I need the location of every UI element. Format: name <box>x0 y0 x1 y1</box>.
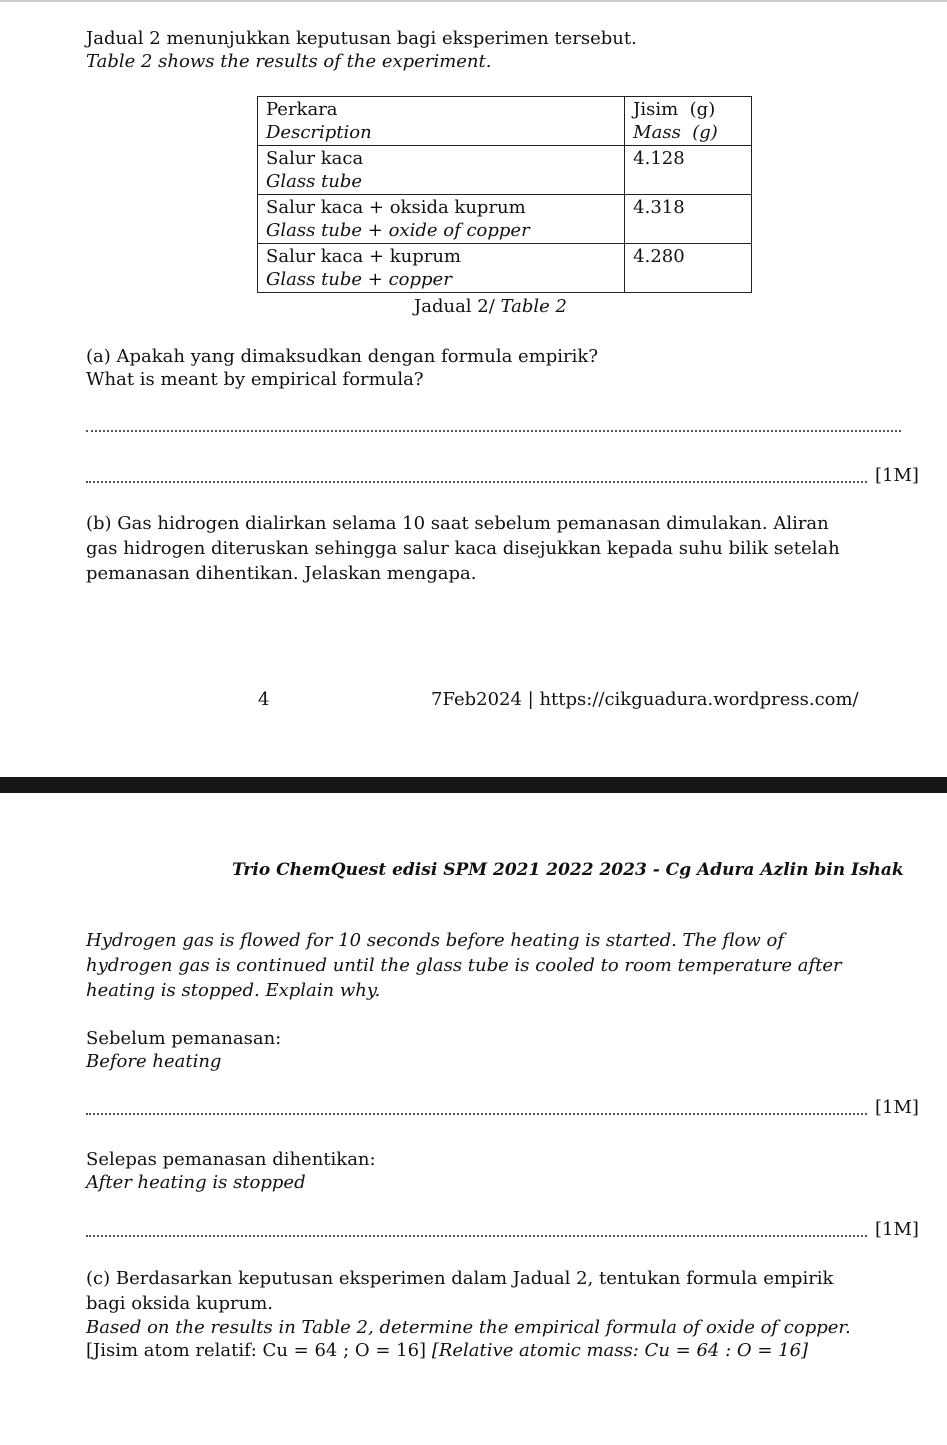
intro-text-ms: Jadual 2 menunjukkan keputusan bagi eksperimen tersebut. <box>86 28 637 49</box>
row-description <box>258 195 625 244</box>
page-divider <box>0 777 947 793</box>
question-c-line: (c) Berdasarkan keputusan eksperimen dalam Jadual 2, tentukan formula empirik <box>86 1268 834 1289</box>
question-a-en: What is meant by empirical formula? <box>86 369 424 390</box>
footer-source: 7Feb2024 | https://cikguadura.wordpress.com/ <box>431 689 859 710</box>
table-row <box>258 195 752 244</box>
question-b-line: pemanasan dihentikan. Jelaskan mengapa. <box>86 563 477 584</box>
table-caption-en: Table 2 <box>500 296 567 317</box>
table-header-row <box>258 97 752 146</box>
answer-line <box>86 481 867 483</box>
question-b-en-line: hydrogen gas is continued until the glass tube is cooled to room temperature after <box>86 955 842 976</box>
header-mass <box>625 97 752 146</box>
page-header-title: Trio ChemQuest edisi SPM 2021 2022 2023 - Cg Adura Azlin bin Ishak <box>232 860 904 880</box>
mark-label: [1M] <box>875 1219 919 1240</box>
question-b-en-line: Hydrogen gas is flowed for 10 seconds before heating is started. The flow of <box>86 930 785 951</box>
after-heating-ms: Selepas pemanasan dihentikan: <box>86 1149 376 1170</box>
question-b-line: (b) Gas hidrogen dialirkan selama 10 saat sebelum pemanasan dimulakan. Aliran <box>86 513 829 534</box>
header-description <box>258 97 625 146</box>
header-desc-ms: Perkara <box>266 99 338 120</box>
top-rule <box>0 0 947 2</box>
before-heating-ms: Sebelum pemanasan: <box>86 1028 282 1049</box>
header-mass-en: Mass (g) <box>633 122 718 143</box>
ram-en: [Relative atomic mass: Cu = 64 : O = 16] <box>431 1340 809 1361</box>
row-desc-ms: Salur kaca + kuprum <box>266 246 462 267</box>
row-desc-ms: Salur kaca + oksida kuprum <box>266 197 526 218</box>
table-row <box>258 146 752 195</box>
ram-ms: [Jisim atom relatif: Cu = 64 ; O = 16] <box>86 1340 427 1361</box>
row-description <box>258 146 625 195</box>
answer-line <box>86 1235 867 1237</box>
row-desc-en: Glass tube + copper <box>266 269 452 290</box>
row-desc-en: Glass tube <box>266 171 363 192</box>
table-row <box>258 244 752 293</box>
mark-label: [1M] <box>875 465 919 486</box>
row-description <box>258 244 625 293</box>
answer-line <box>86 430 901 432</box>
row-desc-en: Glass tube + oxide of copper <box>266 220 530 241</box>
table-caption-ms: Jadual 2/ <box>414 296 495 317</box>
question-b-en-line: heating is stopped. Explain why. <box>86 980 381 1001</box>
question-a-ms: (a) Apakah yang dimaksudkan dengan formula empirik? <box>86 346 598 367</box>
row-desc-ms: Salur kaca <box>266 148 364 169</box>
intro-text-en: Table 2 shows the results of the experiment. <box>86 51 492 72</box>
question-c-ram <box>86 1340 808 1362</box>
row-mass: 4.318 <box>625 195 752 244</box>
after-heating-en: After heating is stopped <box>86 1172 306 1193</box>
question-c-en: Based on the results in Table 2, determine the empirical formula of oxide of copper. <box>86 1317 851 1338</box>
answer-line <box>86 1113 867 1115</box>
results-table <box>257 96 752 293</box>
row-mass: 4.280 <box>625 244 752 293</box>
header-desc-en: Description <box>266 122 372 143</box>
header-mass-ms: Jisim (g) <box>633 99 716 120</box>
page-number: 4 <box>258 689 270 710</box>
mark-label: [1M] <box>875 1097 919 1118</box>
table-caption <box>414 296 567 318</box>
question-c-line: bagi oksida kuprum. <box>86 1293 273 1314</box>
before-heating-en: Before heating <box>86 1051 222 1072</box>
row-mass: 4.128 <box>625 146 752 195</box>
question-b-line: gas hidrogen diteruskan sehingga salur kaca disejukkan kepada suhu bilik setelah <box>86 538 840 559</box>
